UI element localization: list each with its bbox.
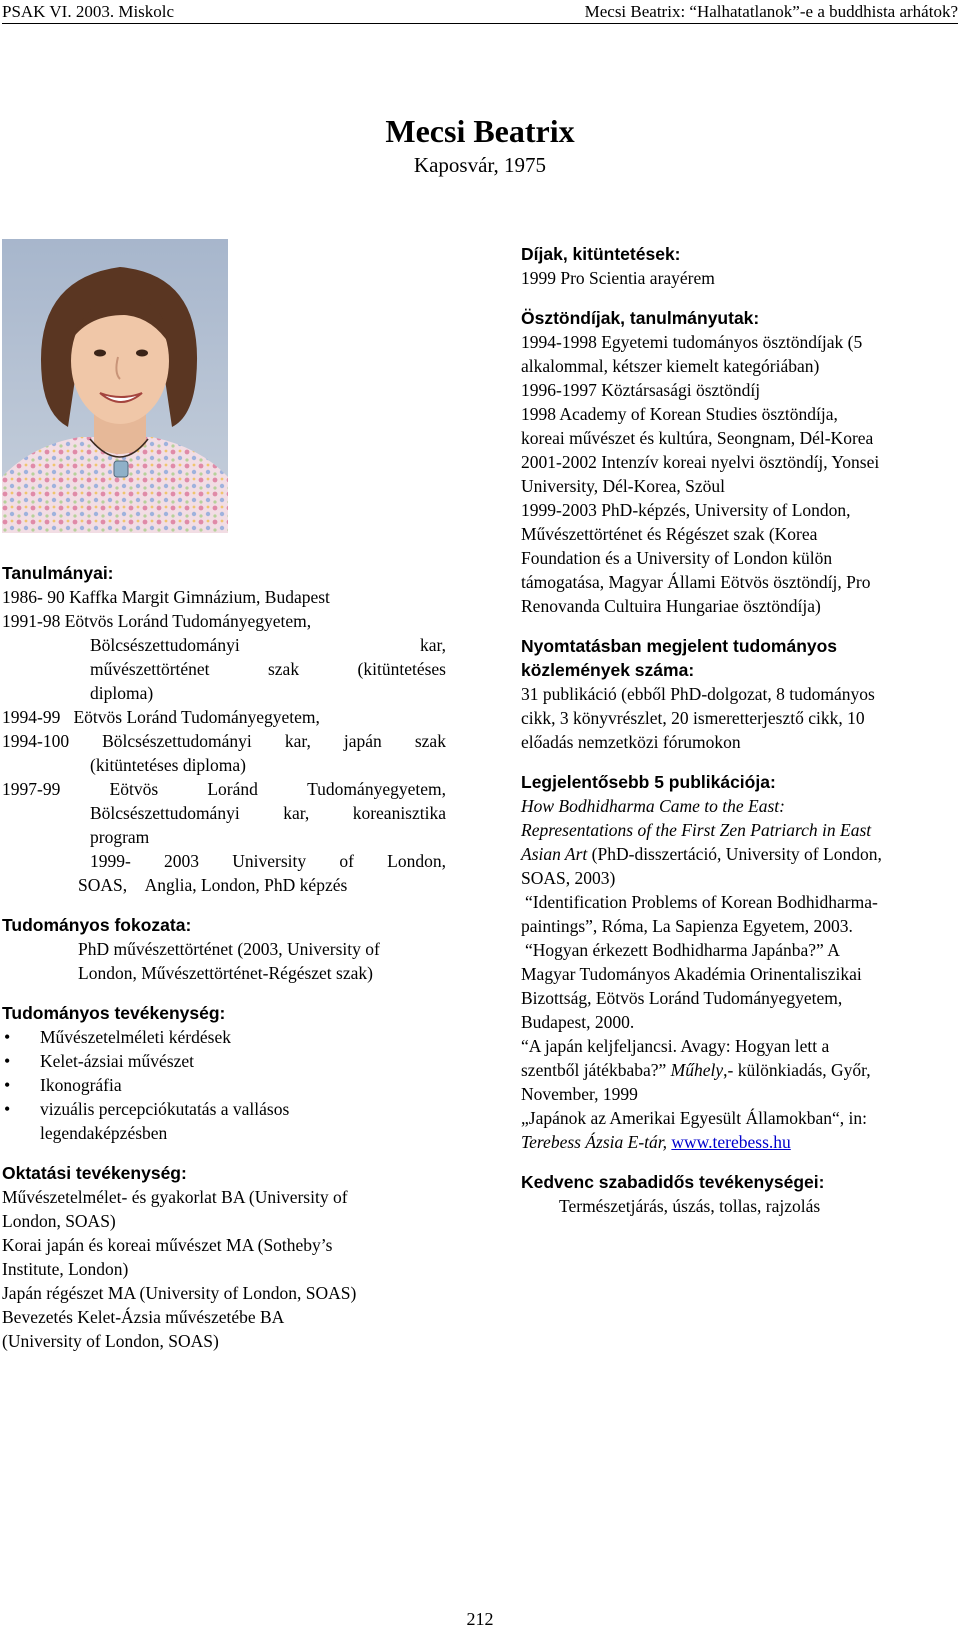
- top-publications-heading: Legjelentősebb 5 publikációja:: [521, 772, 776, 792]
- teaching-heading: Oktatási tevékenység:: [2, 1163, 187, 1183]
- scholarships-line: 1994-1998 Egyetemi tudományos ösztöndíjak (5: [521, 332, 863, 352]
- publication-line: SOAS, 2003): [521, 868, 616, 888]
- word: szak: [267, 659, 300, 679]
- word: 1997-99: [2, 779, 61, 799]
- word: koreanisztika: [352, 803, 446, 823]
- title-block: [0, 112, 960, 178]
- word: 2003: [164, 851, 200, 871]
- word: 1994-100: [2, 731, 70, 751]
- word: kar,: [419, 635, 446, 655]
- scholarships-line: 2001-2002 Intenzív koreai nyelvi ösztöndíj, Yonsei: [521, 452, 880, 472]
- scholarships-line: 1999-2003 PhD-képzés, University of London,: [521, 500, 851, 520]
- studies-line: [2, 801, 446, 825]
- word: Bölcsészettudományi: [90, 635, 240, 655]
- publications-line: cikk, 3 könyvrészlet, 20 ismeretterjesztő cikk, 10: [521, 708, 865, 728]
- studies-line: [2, 729, 446, 753]
- birth-place-year: Kaposvár, 1975: [413, 153, 547, 177]
- scholarships-line: alkalommal, kétszer kiemelt kategóriában): [521, 356, 820, 376]
- italic-title: Műhely: [670, 1060, 724, 1080]
- word: London,: [387, 851, 446, 871]
- publication-line: “A japán keljfeljancsi. Avagy: Hogyan lett a: [521, 1036, 830, 1056]
- publication-line: “Identification Problems of Korean Bodhidharma-: [525, 892, 878, 912]
- header-rule: [2, 23, 958, 24]
- left-column: [2, 561, 446, 1353]
- teaching-line: Művészetelmélet- és gyakorlat BA (University of: [2, 1187, 348, 1207]
- word: Tudományegyetem,: [307, 779, 446, 799]
- teaching-line: Bevezetés Kelet-Ázsia művészetébe BA: [2, 1307, 285, 1327]
- scholarships-line: koreai művészet és kultúra, Seongnam, Dél-Korea: [521, 428, 874, 448]
- teaching-line: Japán régészet MA (University of London, SOAS): [2, 1283, 357, 1303]
- scholarships-line: Művészettörténet és Régészet szak (Korea: [521, 524, 818, 544]
- publication-text: ,- különkiadás, Győr,: [723, 1060, 871, 1080]
- running-header: [2, 2, 958, 24]
- list-item: • Kelet-ázsiai művészet: [2, 1049, 446, 1073]
- degree-line: PhD művészettörténet (2003, University of: [78, 939, 380, 959]
- portrait-photo: [2, 239, 228, 533]
- word: kar,: [284, 731, 311, 751]
- word: Loránd: [207, 779, 258, 799]
- studies-line: [2, 849, 446, 873]
- word: Bölcsészettudományi: [90, 803, 240, 823]
- italic-title: Asian Art: [521, 844, 588, 864]
- publications-line: 31 publikáció (ebből PhD-dolgozat, 8 tudományos: [521, 684, 875, 704]
- publication-line: Budapest, 2000.: [521, 1012, 635, 1032]
- word: 1999-: [90, 851, 131, 871]
- publications-heading: közlemények száma:: [521, 660, 695, 680]
- header-left: PSAK VI. 2003. Miskolc: [2, 2, 175, 21]
- list-item-line: • vizuális percepciókutatás a vallásos: [40, 1099, 290, 1119]
- terebess-link[interactable]: www.terebess.hu: [671, 1132, 791, 1152]
- awards-line: 1999 Pro Scientia arayérem: [521, 268, 715, 288]
- right-column: [521, 242, 955, 1218]
- studies-line: [2, 633, 446, 657]
- list-item: [2, 1097, 446, 1145]
- awards-heading: Díjak, kitüntetések:: [521, 244, 681, 264]
- publication-line: [521, 1058, 955, 1082]
- list-item: • Ikonográfia: [2, 1073, 446, 1097]
- list-item-line: legendaképzésben: [40, 1123, 168, 1143]
- studies-line: 1991-98 Eötvös Loránd Tudományegyetem,: [2, 611, 312, 631]
- hobbies-line: Természetjárás, úszás, tollas, rajzolás: [559, 1196, 821, 1216]
- teaching-line: Institute, London): [2, 1259, 129, 1279]
- scholarships-line: University, Dél-Korea, Szöul: [521, 476, 725, 496]
- list-item: • Művészetelméleti kérdések: [2, 1025, 446, 1049]
- publication-line: [521, 1130, 955, 1154]
- publication-line: Magyar Tudományos Akadémia Orinentaliszikai: [521, 964, 862, 984]
- word: (kitüntetéses: [357, 659, 446, 679]
- publication-line: [521, 842, 955, 866]
- word: szak: [414, 731, 446, 751]
- scholarships-heading: Ösztöndíjak, tanulmányutak:: [521, 308, 760, 328]
- italic-title: Terebess Ázsia E-tár,: [521, 1132, 668, 1152]
- degree-heading: Tudományos fokozata:: [2, 915, 192, 935]
- publication-line: paintings”, Róma, La Sapienza Egyetem, 2003.: [521, 916, 853, 936]
- publications-line: előadás nemzetközi fórumokon: [521, 732, 741, 752]
- publication-line: „Japánok az Amerikai Egyesült Államokban“, in:: [521, 1108, 868, 1128]
- word: University: [232, 851, 307, 871]
- activity-list: [2, 1025, 446, 1145]
- scholarships-line: 1998 Academy of Korean Studies ösztöndíja,: [521, 404, 838, 424]
- scholarships-line: 1996-1997 Köztársasági ösztöndíj: [521, 380, 761, 400]
- word: kar,: [283, 803, 310, 823]
- publication-line: November, 1999: [521, 1084, 638, 1104]
- studies-line: program: [90, 827, 150, 847]
- studies-line: [2, 777, 446, 801]
- studies-line: diploma): [90, 683, 154, 703]
- scholarships-line: Renovanda Cultuira Hungariae ösztöndíja): [521, 596, 821, 616]
- hobbies-heading: Kedvenc szabadidős tevékenységei:: [521, 1172, 825, 1192]
- publications-heading: Nyomtatásban megjelent tudományos: [521, 636, 838, 656]
- scholarships-line: támogatása, Magyar Állami Eötvös ösztöndíj, Pro: [521, 572, 871, 592]
- scholarships-line: Foundation és a University of London külön: [521, 548, 833, 568]
- teaching-line: (University of London, SOAS): [2, 1331, 219, 1351]
- degree-line: London, Művészettörténet-Régészet szak): [78, 963, 373, 983]
- word: of: [339, 851, 354, 871]
- word: Bölcsészettudományi: [102, 731, 252, 751]
- word: Eötvös: [109, 779, 159, 799]
- header-right: Mecsi Beatrix: “Halhatatlanok”-e a buddhista arhátok?: [584, 2, 958, 21]
- italic-title: Representations of the First Zen Patriarch in East: [521, 820, 872, 840]
- page-number: 212: [466, 1609, 494, 1629]
- person-name: Mecsi Beatrix: [385, 113, 575, 149]
- publication-text: (PhD-disszertáció, University of London,: [587, 844, 882, 864]
- studies-line: [2, 657, 446, 681]
- studies-line: 1986- 90 Kaffka Margit Gimnázium, Budapest: [2, 587, 330, 607]
- word: művészettörténet: [90, 659, 210, 679]
- publication-line: Bizottság, Eötvös Loránd Tudományegyetem,: [521, 988, 843, 1008]
- studies-heading: Tanulmányai:: [2, 563, 114, 583]
- publication-line: [521, 818, 955, 842]
- word: japán: [343, 731, 382, 751]
- studies-line: (kitüntetéses diploma): [90, 755, 247, 775]
- publication-line: “Hogyan érkezett Bodhidharma Japánba?” A: [525, 940, 840, 960]
- publication-line: [521, 794, 955, 818]
- activity-heading: Tudományos tevékenység:: [2, 1003, 226, 1023]
- publication-text: szentből játékbaba?”: [521, 1060, 671, 1080]
- studies-line: SOAS, Anglia, London, PhD képzés: [78, 875, 348, 895]
- teaching-line: London, SOAS): [2, 1211, 116, 1231]
- teaching-line: Korai japán és koreai művészet MA (Sotheby’s: [2, 1235, 333, 1255]
- italic-title: How Bodhidharma Came to the East:: [521, 796, 785, 816]
- studies-line: 1994-99 Eötvös Loránd Tudományegyetem,: [2, 707, 320, 727]
